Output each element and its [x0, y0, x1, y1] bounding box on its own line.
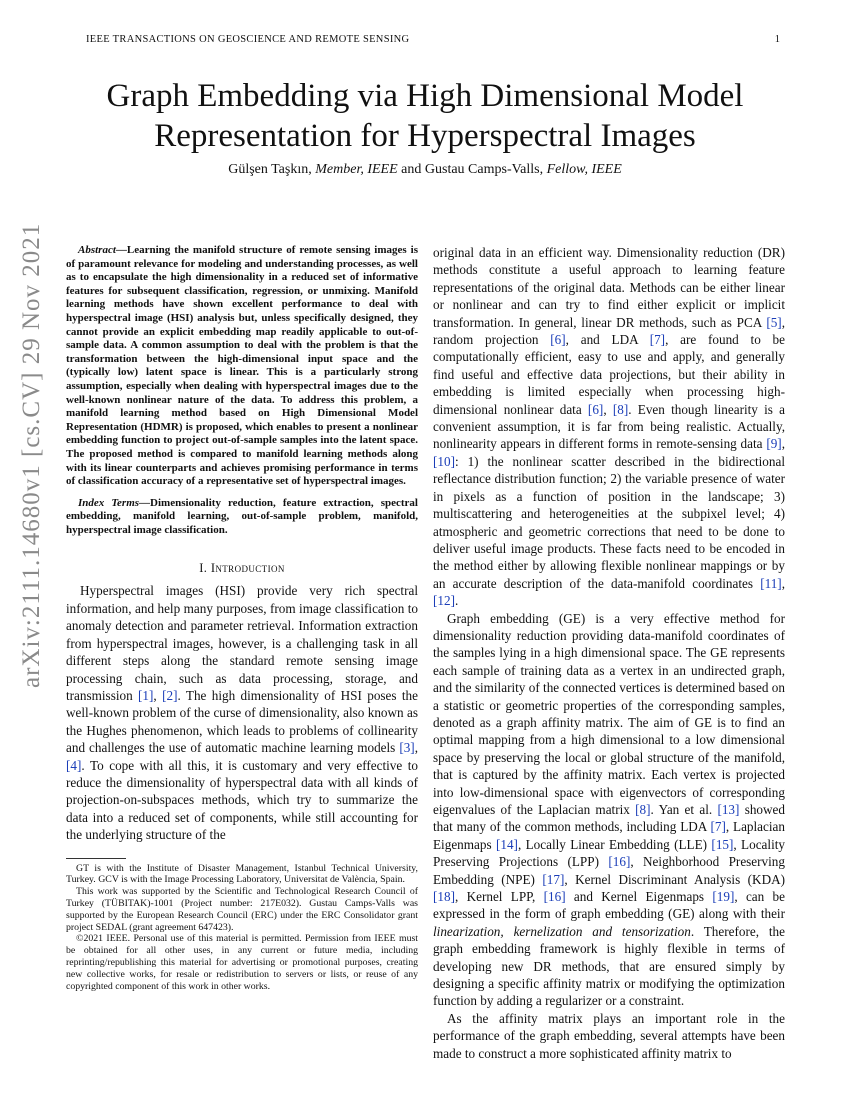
text-run: . Even though linearity is a convenient assumption, it is far from being realistic. Actually, nonlinearity appears in different forms in remote-sensing data: [433, 401, 785, 452]
citation-link[interactable]: [1]: [138, 687, 154, 703]
citation-link[interactable]: [2]: [162, 687, 178, 703]
author-1-role: Member, IEEE: [315, 162, 398, 177]
title-line-2: Representation for Hyperspectral Images: [154, 118, 696, 154]
text-run: ,: [781, 436, 785, 452]
citation-link[interactable]: [6]: [587, 401, 604, 417]
text-run: Hyperspectral images (HSI) provide very rich spectral information, and help many purposes, from image classification to anomaly detection and parameter retrieval. Information extraction from hyperspectral images, however, is a challenging task in all different steps along the standard remote sensing image processing chain, such as data processing, storage, and transmission: [66, 583, 418, 703]
text-run: , Kernel Discriminant Analysis (KDA): [564, 871, 786, 887]
right-column: [433, 244, 785, 1062]
text-run: , and LDA: [565, 332, 650, 348]
text-run: , are found to be computationally efficient, easy to use and apply, and generally find useful and effective data projections, but their ability in embedding is limited especially when processing high-dimensional nonlinear data: [433, 332, 785, 417]
citation-link[interactable]: [19]: [712, 889, 735, 905]
text-run: original data in an efficient way. Dimensionality reduction (DR) methods constitute a useful approach to learning feature representations of the original data. Methods can be either linear or nonlinear and can try to find either explicit or implicit transformation. In general, linear DR methods, such as PCA: [433, 245, 785, 330]
text-run: ,: [603, 401, 613, 417]
text-run: Graph embedding (GE) is a very effective method for dimensionality reduction providing data-manifold coordinates of the samples lying in a high dimensional space. The GE represents each sample of training data as a vertex in an undirected graph, and the similarity of the connected vertices is determined based on a statistic or geometric properties of the corresponding samples, denoted as a graph affinity matrix. The aim of GE is to find an optimal mapping from a high dimensional to a low dimensional space by preserving the local or global structure of the manifold, that is captured by the affinity matrix. Each vertex is projected into low-dimensional space with eigenvectors of corresponding eigenvalues of the Laplacian matrix: [433, 610, 785, 817]
text-run: , Laplacian Eigenmaps: [433, 819, 785, 852]
text-run: ,: [153, 687, 163, 703]
citation-link[interactable]: [3]: [399, 740, 415, 756]
text-run: , Kernel LPP,: [454, 889, 544, 905]
citation-link[interactable]: [15]: [711, 836, 734, 852]
text-run: .: [454, 593, 459, 609]
citation-link[interactable]: [17]: [542, 871, 565, 887]
footnote-copyright: ©2021 IEEE. Personal use of this material is permitted. Permission from IEEE must be obtained for all other uses, in any current or future media, including reprinting/republishing this material for advertising or promotional purposes, creating new collective works, for resale or redistribution to servers or lists, or reuse of any copyrighted component of this work in other works.: [66, 933, 418, 992]
abstract: [66, 244, 418, 489]
text-run: : 1) the nonlinear scatter described in the bidirectional reflectance distribution function; 2) the variable presence of water in pixels as a function of position in the landscape; 3) multiscattering and heterogeneities at the subpixel level; 4) atmospheric and geometric corrections that need to be done to deliver useful image products. These facts need to be encoded in the method either by allowing flexible nonlinear mappings or by an accurate description of the data-manifold coordinates: [433, 453, 785, 591]
citation-link[interactable]: [4]: [66, 757, 82, 773]
text-run: , Locally Linear Embedding (LLE): [517, 836, 712, 852]
text-run: showed that many of the common methods, including LDA: [433, 802, 785, 835]
citation-link[interactable]: [12]: [433, 593, 455, 609]
running-head: IEEE TRANSACTIONS ON GEOSCIENCE AND REMOTE SENSING: [86, 34, 410, 45]
index-terms-label: Index Terms: [78, 496, 140, 509]
section-heading-introduction: I. Introduction: [199, 561, 285, 576]
text-run: ,: [781, 575, 785, 591]
paper-title: [60, 76, 790, 156]
text-run: , random projection: [433, 314, 785, 348]
citation-link[interactable]: [14]: [495, 836, 518, 852]
author-2-role: Fellow, IEEE: [546, 162, 622, 177]
page-number: 1: [774, 34, 780, 45]
citation-link[interactable]: [7]: [649, 332, 666, 348]
intro-paragraph-1: [66, 582, 418, 843]
citation-link[interactable]: [11]: [760, 575, 782, 591]
author-1: Gülşen Taşkın,: [228, 162, 312, 177]
citation-link[interactable]: [8]: [612, 401, 629, 417]
footnote-divider: [66, 858, 126, 859]
text-run: and Kernel Eigenmaps: [565, 889, 713, 905]
text-run: . To cope with all this, it is customary and very effective to reduce the dimensionality of hyperspectral data with all kinds of projection-on-subspaces methods, which try to summarize the data into a reduced set of components, while still accounting for the underlying structure of the: [66, 757, 418, 843]
title-line-1: Graph Embedding via High Dimensional Model: [106, 78, 744, 114]
right-paragraph-1: [433, 244, 785, 610]
emphasized-text: linearization, kernelization and tensorization: [433, 923, 691, 939]
right-paragraph-2: [433, 610, 785, 1010]
text-run: ,: [414, 740, 418, 756]
footnote-funding: This work was supported by the Scientific and Technological Research Council of Turkey (TÜBITAK)-1001 (Project number: 217E032). Gustau Camps-Valls was supported by the European Research Council (ERC) under the ERC Consolidator grant project SEDAL (grant agreement 647423).: [66, 886, 418, 933]
arxiv-identifier[interactable]: arXiv:2111.14680v1 [cs.CV] 29 Nov 2021: [18, 222, 45, 688]
text-run: , can be expressed in the form of graph embedding (GE) along with their: [433, 889, 785, 922]
right-paragraph-3: As the affinity matrix plays an important role in the performance of the graph embedding, several attempts have been made to construct a more sophisticated affinity matrix to: [433, 1010, 785, 1061]
text-run: , Locality Preserving Projections (LPP): [433, 836, 785, 870]
text-run: . The high dimensionality of HSI poses the well-known problem of the curse of dimensionality, also known as the Hughes phenomenon, which leads to problems of collinearity and challenges the use of automatic machine learning models: [66, 687, 419, 756]
abstract-text: —Learning the manifold structure of remote sensing images is of paramount relevance for modeling and understanding processes, as well as to encapsulate the high dimensionality in a reduced set of informative features for subsequent classification, regression, or unmixing. Manifold learning methods have shown excellent performance to deal with hyperspectral image (HSI) analysis but, unless specifically designed, they cannot provide an explicit embedding map readily applicable to out-of-sample data. A common assumption to deal with the problem is that the transformation between the high-dimensional input space and the (typically low) latent space is linear. This is a particularly strong assumption, especially when dealing with hyperspectral images due to the well-known nonlinear nature of the data. To address this problem, a manifold learning method based on High Dimensional Model Representation (HDMR) is proposed, which enables to present a nonlinear embedding function to project out-of-sample samples into the latent space. The proposed method is compared to manifold learning methods along with its linear counterparts and achieves promising performance in terms of classification accuracy of a representative set of hyperspectral images.: [66, 244, 418, 488]
text-run: . Yan et al.: [650, 802, 718, 817]
text-run: . Therefore, the graph embedding framework is highly flexible in terms of developing new DR methods, that are ensured simply by designing a specific affinity matrix or modifying the optimization function by adding a regularizer or a constraint.: [433, 923, 785, 1009]
citation-link[interactable]: [9]: [766, 436, 782, 452]
citation-link[interactable]: [6]: [550, 332, 566, 348]
index-terms-text: —Dimensionality reduction, feature extraction, spectral embedding, manifold learning, out-of-sample problem, manifold, hyperspectral image classification.: [66, 496, 418, 536]
author-conjunction: and: [401, 162, 422, 177]
text-run: , Neighborhood Preserving Embedding (NPE): [433, 854, 785, 887]
abstract-label: Abstract: [78, 244, 116, 256]
author-list: [60, 162, 790, 178]
footnote-affiliations: GT is with the Institute of Disaster Management, Istanbul Technical University, Turkey. GCV is with the Image Processing Laboratory, Universitat de València, Spain.: [66, 862, 418, 886]
author-2: Gustau Camps-Valls,: [424, 162, 544, 177]
citation-link[interactable]: [16]: [543, 889, 566, 905]
citation-link[interactable]: [7]: [710, 819, 726, 835]
citation-link[interactable]: [8]: [635, 802, 651, 817]
index-terms: [66, 497, 418, 538]
citation-link[interactable]: [18]: [433, 889, 455, 905]
citation-link[interactable]: [10]: [433, 453, 455, 469]
citation-link[interactable]: [5]: [766, 314, 782, 330]
citation-link[interactable]: [16]: [608, 854, 631, 870]
citation-link[interactable]: [13]: [717, 802, 740, 817]
left-column: [66, 244, 418, 992]
